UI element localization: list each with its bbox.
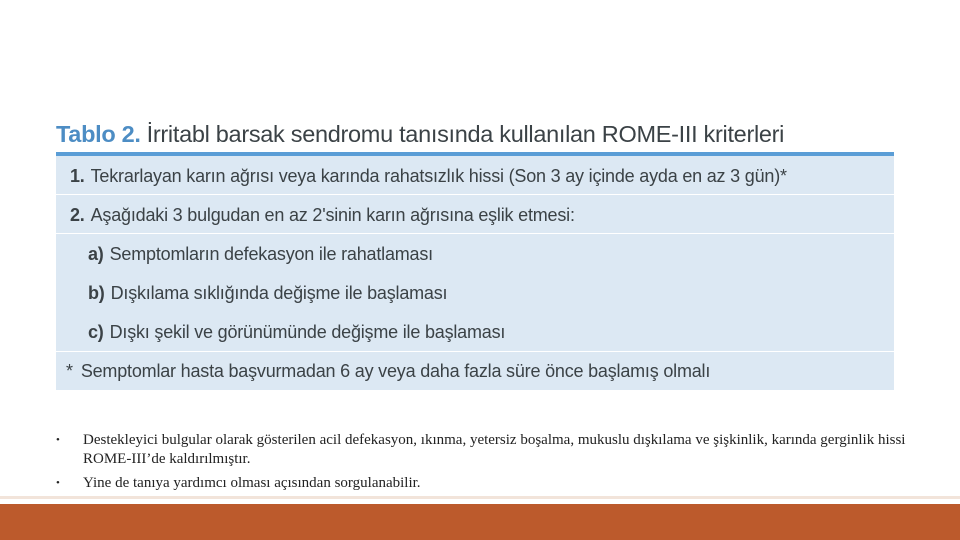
footnote-star: * xyxy=(66,361,73,381)
criterion-text: Tekrarlayan karın ağrısı veya karında rahatsızlık hissi (Son 3 ay içinde ayda en az 3 gün)* xyxy=(90,166,787,186)
sub-criterion-text: Dışkı şekil ve görünümünde değişme ile başlaması xyxy=(109,322,506,342)
bullet-dot-icon: • xyxy=(56,477,60,489)
footnote-text: Semptomlar hasta başvurmadan 6 ay veya daha fazla süre önce başlamış olmalı xyxy=(80,361,711,381)
sub-criterion-label: b) xyxy=(88,283,105,303)
bullet-item xyxy=(56,474,916,493)
sub-criterion-label: a) xyxy=(88,244,104,264)
table-title-label: Tablo 2. xyxy=(56,121,141,147)
criterion-row-1 xyxy=(56,156,894,195)
bullet-item xyxy=(56,431,916,468)
footer-divider xyxy=(0,496,960,499)
table-body xyxy=(56,152,894,391)
table-footnote xyxy=(56,352,894,391)
criterion-row-2 xyxy=(56,195,894,234)
table-title xyxy=(56,118,894,152)
sub-criterion-b xyxy=(56,273,894,312)
bullet-list xyxy=(56,431,916,499)
sub-criterion-a xyxy=(56,234,894,273)
sub-criterion-c xyxy=(56,312,894,352)
criteria-table xyxy=(56,118,894,391)
bullet-dot-icon: • xyxy=(56,434,60,446)
criterion-number: 1. xyxy=(70,166,85,186)
sub-criterion-text: Dışkılama sıklığında değişme ile başlaması xyxy=(110,283,448,303)
criterion-number: 2. xyxy=(70,205,85,225)
bullet-text: Yine de tanıya yardımcı olması açısından sorgulanabilir. xyxy=(83,475,421,491)
sub-criterion-text: Semptomların defekasyon ile rahatlaması xyxy=(109,244,433,264)
table-title-text: İrritabl barsak sendromu tanısında kullanılan ROME-III kriterleri xyxy=(146,121,785,147)
footer-bar xyxy=(0,504,960,540)
criterion-text: Aşağıdaki 3 bulgudan en az 2'sinin karın ağrısına eşlik etmesi: xyxy=(90,205,575,225)
sub-criterion-label: c) xyxy=(88,322,104,342)
bullet-text: Destekleyici bulgular olarak gösterilen acil defekasyon, ıkınma, yetersiz boşalma, mukuslu dışkılama ve şişkinlik, karında gerginlik hissi ROME-III’de kaldırılmıştır. xyxy=(83,432,906,467)
